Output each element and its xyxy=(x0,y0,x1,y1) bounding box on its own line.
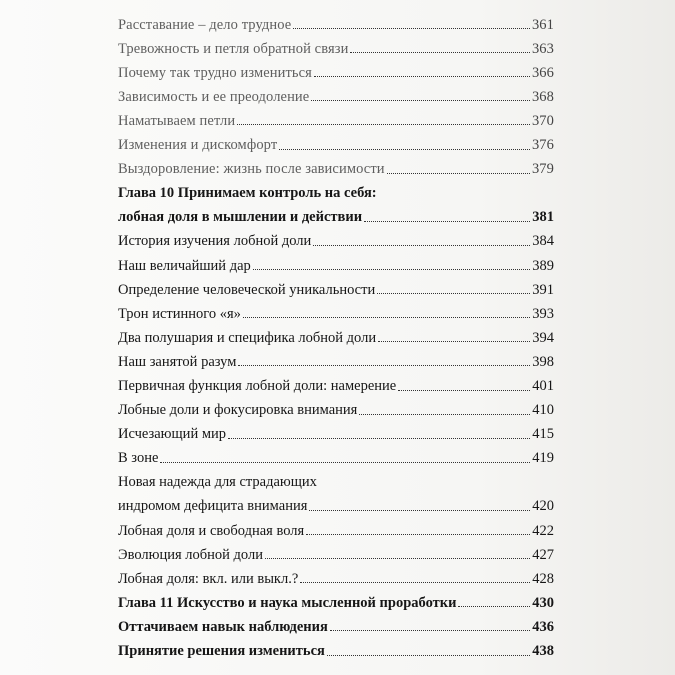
toc-entry-title: Изменения и дискомфорт xyxy=(118,137,278,154)
dot-leader xyxy=(330,630,530,631)
toc-entry-title: Определение человеческой уникальности xyxy=(118,281,376,298)
toc-entry-title: Наматываем петли xyxy=(118,112,236,129)
dot-leader xyxy=(293,28,530,29)
toc-entry-title: Наш занятой разум xyxy=(118,353,237,370)
toc-entry-title: Первичная функция лобной доли: намерение xyxy=(118,378,397,394)
toc-entry-title: Глава 10 Принимаем контроль на себя: xyxy=(118,185,377,202)
toc-entry-title: Новая надежда для страдающих xyxy=(118,474,317,491)
dot-leader xyxy=(327,655,530,656)
toc-entry xyxy=(118,490,554,514)
toc-entry xyxy=(118,249,554,273)
toc-entry-title: Почему так трудно измениться xyxy=(118,64,312,81)
toc-entry-page: 384 xyxy=(532,233,554,250)
toc-entry-page: 436 xyxy=(532,618,554,635)
toc-entry-page: 410 xyxy=(532,402,554,419)
dot-leader xyxy=(398,390,530,391)
toc-entry-page: 363 xyxy=(531,40,554,57)
dot-leader xyxy=(309,510,530,511)
toc-entry-title: Наш величайший дар xyxy=(118,257,251,274)
toc-entry-page: 393 xyxy=(532,305,554,322)
toc-entry xyxy=(118,634,554,658)
toc-entry xyxy=(118,56,554,80)
toc-entry xyxy=(118,442,554,466)
toc-entry-title: Лобная доля и свободная воля xyxy=(118,522,305,539)
dot-leader xyxy=(253,269,530,270)
toc-chapter-heading xyxy=(118,201,554,225)
toc-entry-page: 398 xyxy=(532,353,554,370)
dot-leader xyxy=(300,582,530,583)
toc-entry-page: 368 xyxy=(531,88,554,105)
dot-leader xyxy=(359,414,530,415)
toc-entry xyxy=(118,466,554,490)
dot-leader xyxy=(350,52,530,53)
dot-leader xyxy=(279,149,530,150)
dot-leader xyxy=(458,606,530,607)
toc-entry-page: 370 xyxy=(531,112,554,129)
toc-entry-page: 379 xyxy=(531,161,554,178)
toc-entry-page: 381 xyxy=(532,209,554,226)
toc-entry xyxy=(118,321,554,345)
toc-entry-title: Два полушария и специфика лобной доли xyxy=(118,329,377,346)
dot-leader xyxy=(238,365,530,366)
dot-leader xyxy=(313,245,530,246)
toc-entry xyxy=(118,32,554,56)
dot-leader xyxy=(243,317,530,318)
table-of-contents xyxy=(118,8,554,659)
toc-entry-title: Исчезающий мир xyxy=(118,426,227,443)
toc-entry-page: 391 xyxy=(532,281,554,298)
toc-entry-title: Принятие решения измениться xyxy=(118,643,325,660)
toc-entry xyxy=(118,104,554,128)
toc-entry xyxy=(118,297,554,321)
toc-entry-title: Глава 11 Искусство и наука мысленной проработки xyxy=(118,594,457,611)
toc-entry-page: 420 xyxy=(532,498,554,515)
dot-leader xyxy=(314,76,530,77)
dot-leader xyxy=(364,221,530,222)
toc-entry-page: 430 xyxy=(532,594,554,611)
toc-entry xyxy=(118,369,554,393)
toc-entry-title: Тревожность и петля обратной связи xyxy=(118,40,349,57)
toc-entry-title: В зоне xyxy=(118,450,159,467)
toc-entry-title: Выздоровление: жизнь после зависимости xyxy=(118,161,385,178)
toc-entry-title: Расставание – дело трудное xyxy=(118,16,292,33)
dot-leader xyxy=(265,558,530,559)
toc-entry-title: Трон истинного «я» xyxy=(118,305,241,322)
toc-entry-title: Лобная доля: вкл. или выкл.? xyxy=(118,570,299,587)
toc-entry-title: индромом дефицита внимания xyxy=(118,498,308,515)
toc-entry-title: История изучения лобной доли xyxy=(118,233,312,250)
toc-entry-page: 389 xyxy=(532,257,554,274)
dot-leader xyxy=(377,293,530,294)
dot-leader xyxy=(306,534,530,535)
toc-entry xyxy=(118,80,554,104)
dot-leader xyxy=(387,173,530,174)
toc-entry-title: Эволюция лобной доли xyxy=(118,546,263,563)
toc-entry-page: 428 xyxy=(532,570,554,587)
dot-leader xyxy=(228,438,530,439)
toc-entry-page: 376 xyxy=(531,137,554,154)
toc-entry-page: 361 xyxy=(531,16,554,33)
toc-entry-page: 427 xyxy=(532,546,554,563)
toc-entry xyxy=(118,418,554,442)
toc-entry xyxy=(118,8,554,32)
toc-entry xyxy=(118,225,554,249)
toc-entry xyxy=(118,538,554,562)
dot-leader xyxy=(311,100,530,101)
toc-chapter-heading xyxy=(118,177,554,201)
toc-entry xyxy=(118,394,554,418)
toc-entry xyxy=(118,610,554,634)
toc-entry-page: 419 xyxy=(532,450,554,467)
toc-entry xyxy=(118,273,554,297)
toc-entry-page: 438 xyxy=(532,643,554,660)
dot-leader xyxy=(237,124,530,125)
dot-leader xyxy=(378,341,530,342)
toc-entry-page: 422 xyxy=(532,522,554,539)
toc-entry-page: 401 xyxy=(532,378,554,394)
toc-entry xyxy=(118,128,554,152)
toc-entry-page: 415 xyxy=(532,426,554,443)
toc-entry-page: 366 xyxy=(531,64,554,81)
toc-entry xyxy=(118,562,554,586)
toc-entry-title: Лобные доли и фокусировка внимания xyxy=(118,402,358,419)
toc-entry-title: лобная доля в мышлении и действии xyxy=(118,209,363,226)
toc-entry xyxy=(118,153,554,177)
toc-entry xyxy=(118,345,554,369)
toc-entry-title: Оттачиваем навык наблюдения xyxy=(118,618,328,635)
toc-entry xyxy=(118,514,554,538)
toc-chapter-heading xyxy=(118,586,554,610)
toc-entry-title: Зависимость и ее преодоление xyxy=(118,88,310,105)
toc-entry-page: 394 xyxy=(532,329,554,346)
dot-leader xyxy=(160,462,530,463)
